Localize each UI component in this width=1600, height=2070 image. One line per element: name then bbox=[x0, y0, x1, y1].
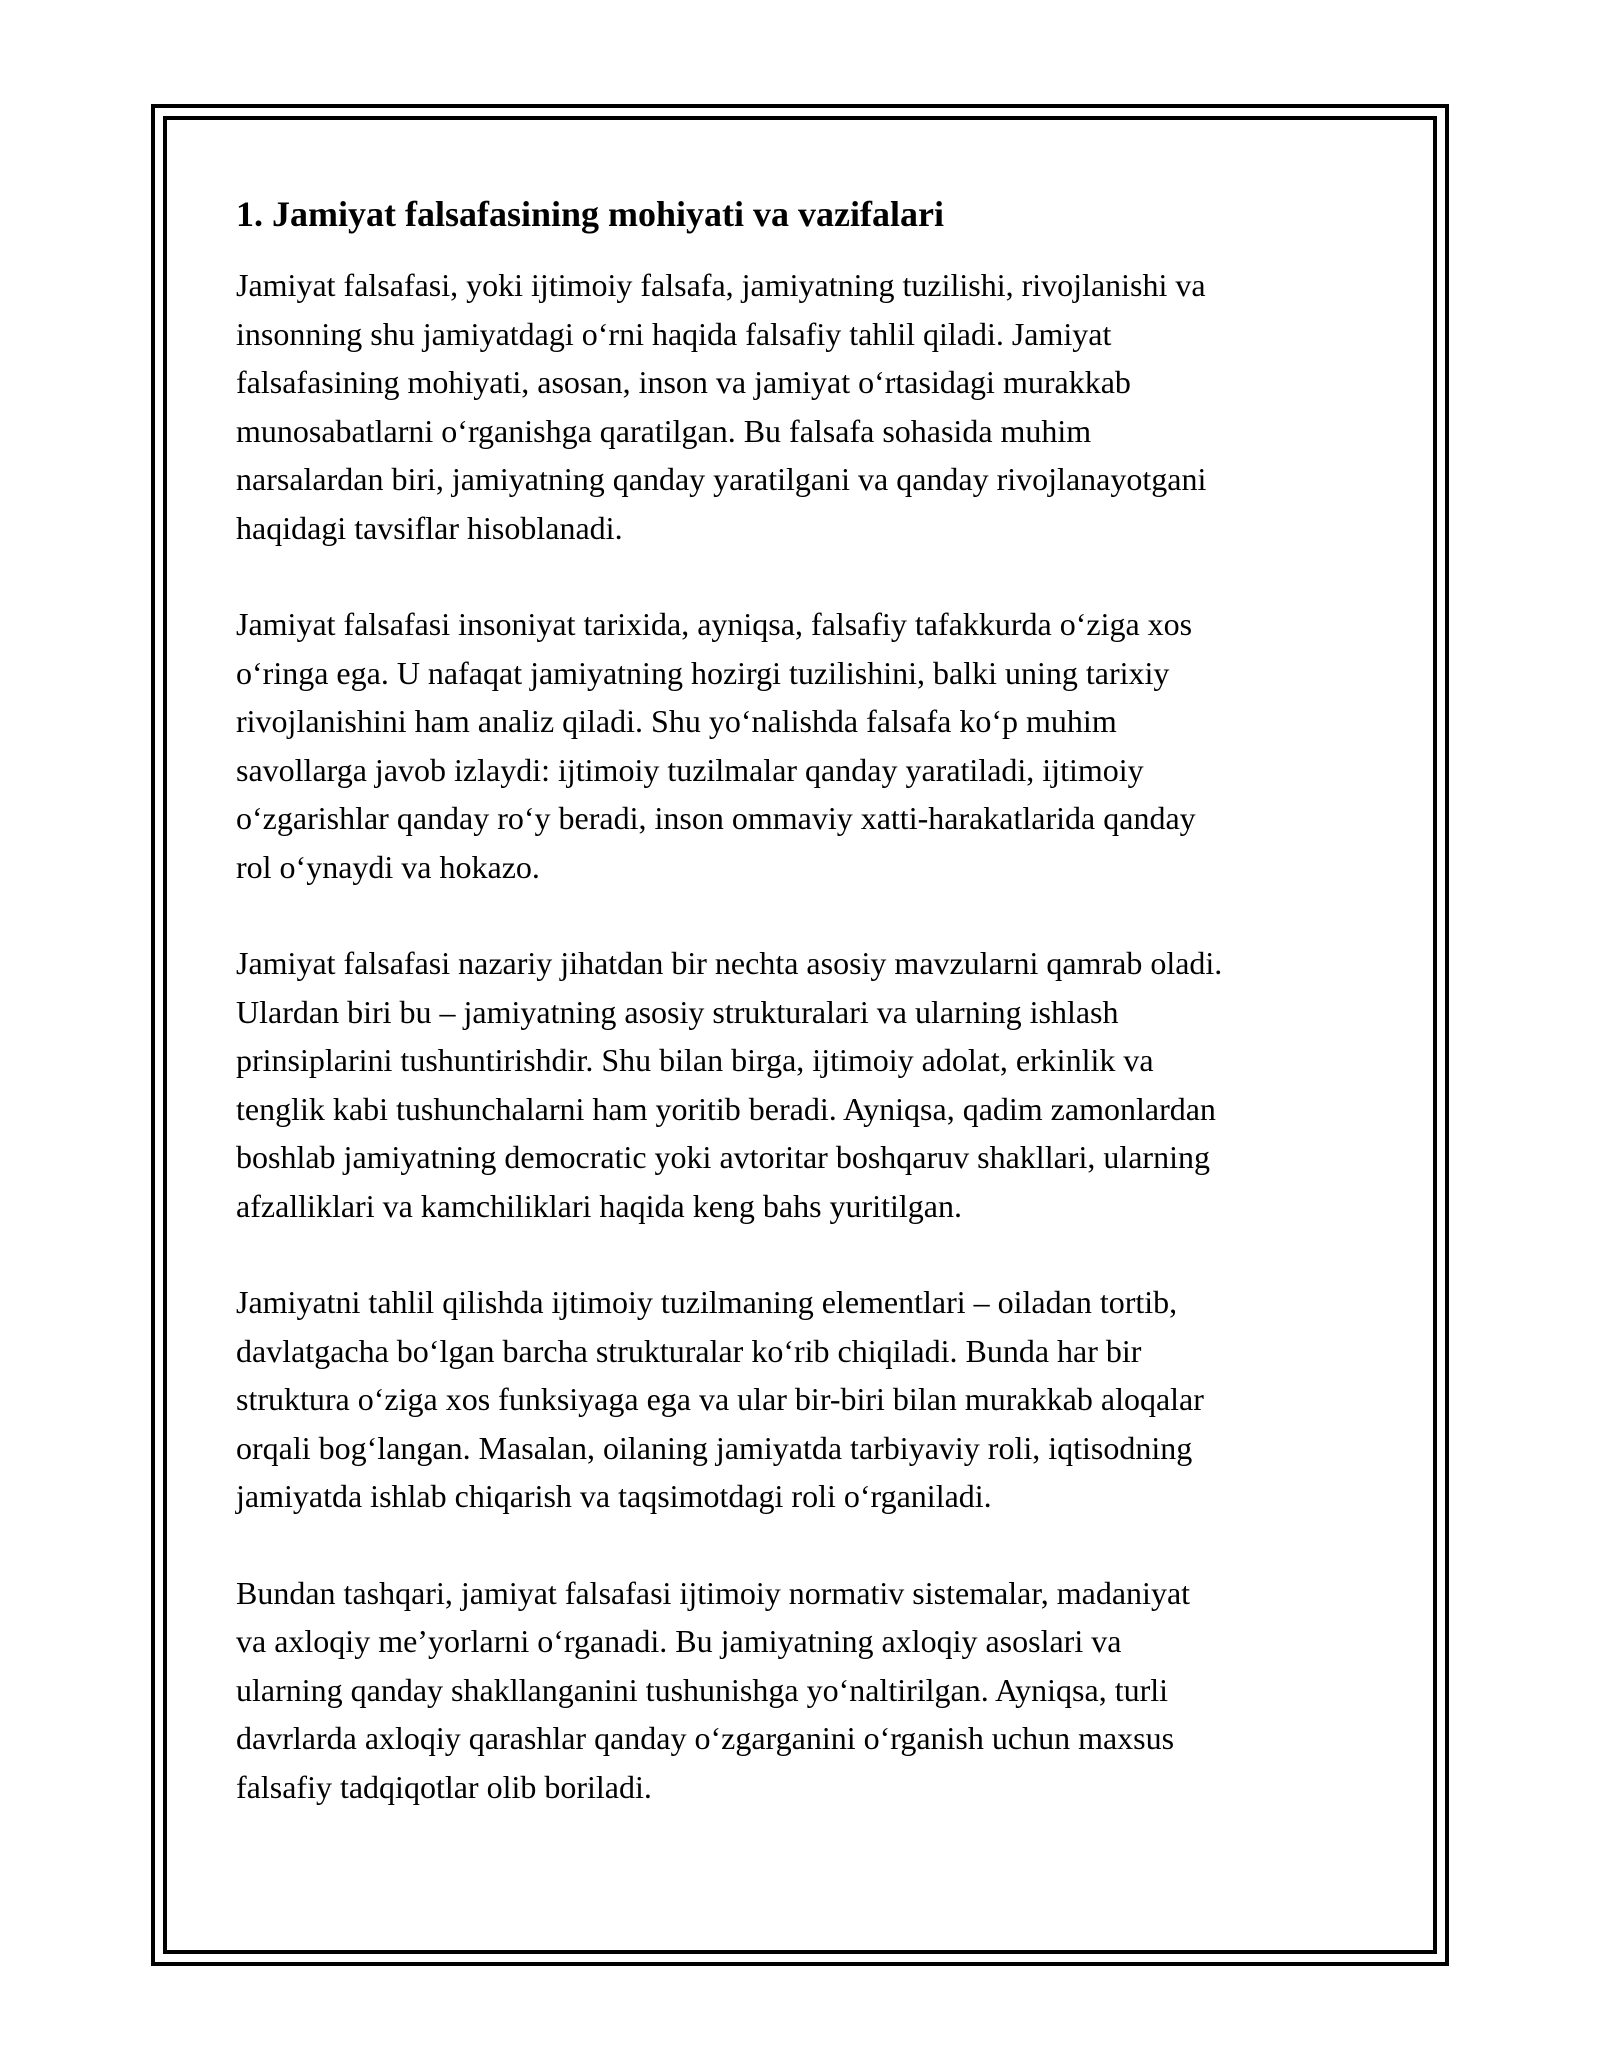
paragraph-2 bbox=[236, 600, 1386, 891]
text-line: davrlarda axloqiy qarashlar qanday o‘zgarganini o‘rganish uchun maxsus bbox=[236, 1720, 1175, 1756]
text-line: Jamiyat falsafasi nazariy jihatdan bir nechta asosiy mavzularni qamrab oladi. bbox=[236, 945, 1223, 981]
text-line: ularning qanday shakllanganini tushunishga yo‘naltirilgan. Ayniqsa, turli bbox=[236, 1671, 1169, 1708]
text-line: munosabatlarni o‘rganishga qaratilgan. Bu falsafa sohasida muhim bbox=[236, 412, 1092, 449]
text-line: narsalardan biri, jamiyatning qanday yaratilgani va qanday rivojlanayotgani bbox=[236, 461, 1207, 497]
text-line: afzalliklari va kamchiliklari haqida keng bahs yuritilgan. bbox=[236, 1187, 962, 1224]
paragraph-3 bbox=[236, 939, 1386, 1230]
text-line: falsafasining mohiyati, asosan, inson va jamiyat o‘rtasidagi murakkab bbox=[236, 364, 1131, 400]
text-line: insonning shu jamiyatdagi o‘rni haqida falsafiy tahlil qiladi. Jamiyat bbox=[236, 315, 1112, 352]
text-line: o‘ringa ega. U nafaqat jamiyatning hozirgi tuzilishini, balki uning tarixiy bbox=[236, 654, 1170, 691]
text-line: prinsiplarini tushuntirishdir. Shu bilan birga, ijtimoiy adolat, erkinlik va bbox=[236, 1042, 1154, 1078]
text-line: va axloqiy me’yorlarni o‘rganadi. Bu jamiyatning axloqiy asoslari va bbox=[236, 1623, 1122, 1659]
text-line: davlatgacha bo‘lgan barcha strukturalar ko‘rib chiqiladi. Bunda har bir bbox=[236, 1332, 1142, 1369]
text-line: jamiyatda ishlab chiqarish va taqsimotdagi roli o‘rganiladi. bbox=[236, 1478, 992, 1514]
text-line: falsafiy tadqiqotlar olib boriladi. bbox=[236, 1768, 652, 1805]
text-line: struktura o‘ziga xos funksiyaga ega va ular bir-biri bilan murakkab aloqalar bbox=[236, 1381, 1204, 1417]
text-line: orqali bog‘langan. Masalan, oilaning jamiyatda tarbiyaviy roli, iqtisodning bbox=[236, 1429, 1193, 1466]
text-line: boshlab jamiyatning democratic yoki avtoritar boshqaruv shakllari, ularning bbox=[236, 1139, 1210, 1175]
text-line: Bundan tashqari, jamiyat falsafasi ijtimoiy normativ sistemalar, madaniyat bbox=[236, 1574, 1191, 1611]
text-line: rivojlanishini ham analiz qiladi. Shu yo‘nalishda falsafa ko‘p muhim bbox=[236, 703, 1117, 739]
text-line: Jamiyat falsafasi insoniyat tarixida, ayniqsa, falsafiy tafakkurda o‘ziga xos bbox=[236, 606, 1193, 642]
paragraph-4 bbox=[236, 1278, 1386, 1521]
text-line: rol o‘ynaydi va hokazo. bbox=[236, 848, 540, 885]
text-line: savollarga javob izlaydi: ijtimoiy tuzilmalar qanday yaratiladi, ijtimoiy bbox=[236, 751, 1144, 788]
section-heading: 1. Jamiyat falsafasining mohiyati va vazifalari bbox=[236, 194, 944, 234]
text-line: o‘zgarishlar qanday ro‘y beradi, inson ommaviy xatti-harakatlarida qanday bbox=[236, 800, 1196, 836]
document-body bbox=[236, 190, 1386, 1811]
paragraph-5 bbox=[236, 1569, 1386, 1812]
text-line: Jamiyat falsafasi, yoki ijtimoiy falsafa, jamiyatning tuzilishi, rivojlanishi va bbox=[236, 267, 1206, 303]
text-line: tenglik kabi tushunchalarni ham yoritib beradi. Ayniqsa, qadim zamonlardan bbox=[236, 1090, 1216, 1127]
text-line: haqidagi tavsiflar hisoblanadi. bbox=[236, 509, 623, 546]
text-line: Jamiyatni tahlil qilishda ijtimoiy tuzilmaning elementlari – oiladan tortib, bbox=[236, 1284, 1178, 1320]
text-line: Ulardan biri bu – jamiyatning asosiy strukturalari va ularning ishlash bbox=[236, 993, 1119, 1030]
paragraph-1 bbox=[236, 261, 1386, 552]
